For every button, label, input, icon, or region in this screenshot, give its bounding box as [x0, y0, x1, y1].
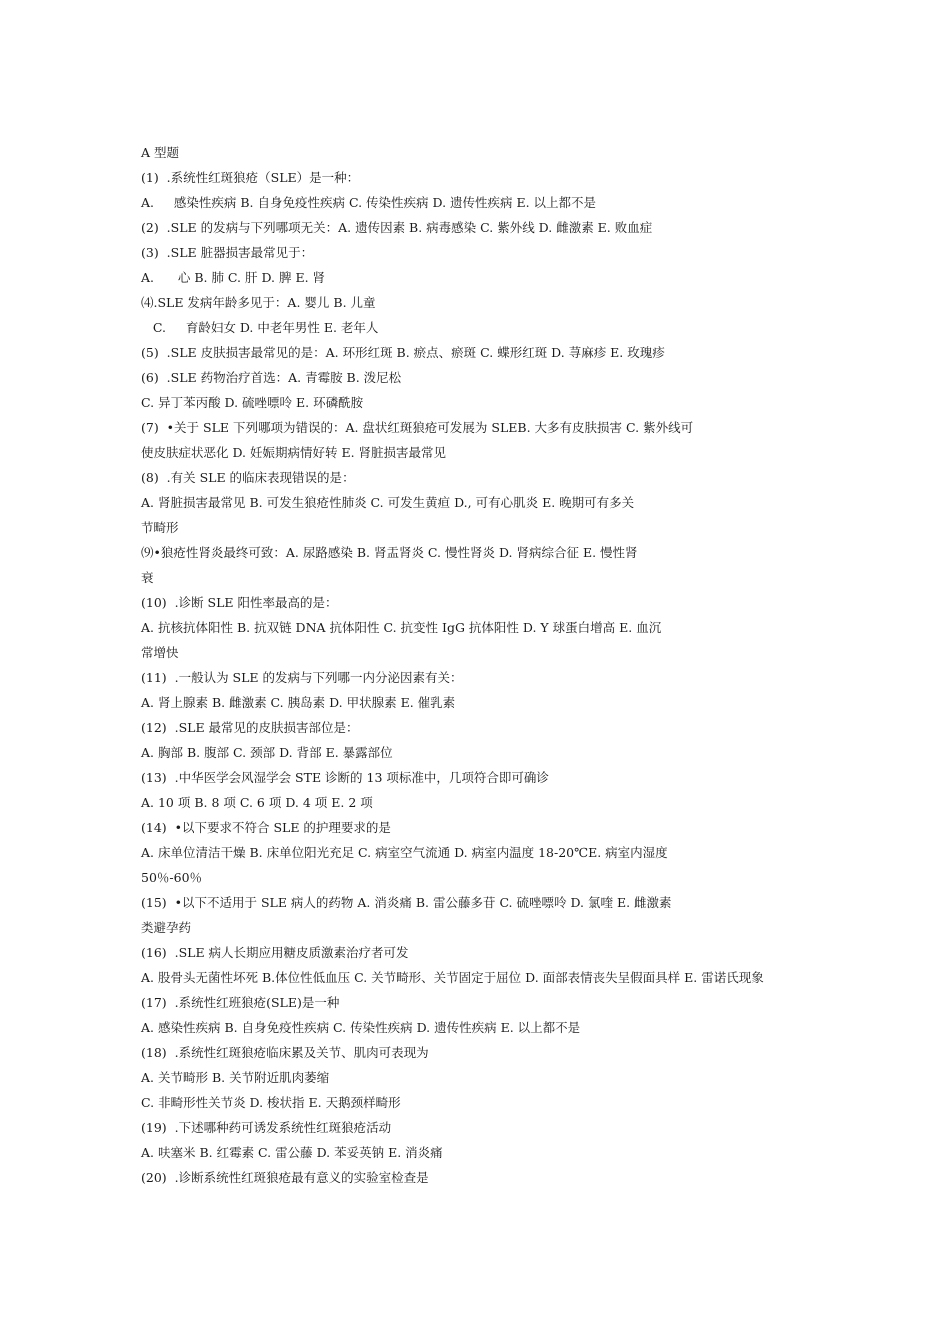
question-10-options: A. 抗核抗体阳性 B. 抗双链 DNA 抗体阳性 C. 抗变性 IgG 抗体阳性 D. Y 球蛋白增高 E. 血沉 — [141, 620, 662, 635]
question-18-options: A. 关节畸形 B. 关节附近肌肉萎缩 — [141, 1070, 330, 1085]
question-12: (12) .SLE 最常见的皮肤损害部位是： — [141, 720, 359, 735]
question-15-cont: 类避孕药 — [141, 920, 192, 935]
question-14-options: A. 床单位清洁干燥 B. 床单位阳光充足 C. 病室空气流通 D. 病室内温度 18-20℃E. 病室内湿度 — [141, 845, 668, 860]
question-5: (5) .SLE 皮肤损害最常见的是：A. 环形红斑 B. 瘀点、瘀斑 C. 蝶形红斑 D. 荨麻疹 E. 玫瑰疹 — [141, 345, 665, 360]
question-8-cont: 节畸形 — [141, 520, 179, 535]
question-12-options: A. 胸部 B. 腹部 C. 颈部 D. 背部 E. 暴露部位 — [141, 745, 393, 760]
question-3-options: A. 心 B. 肺 C. 肝 D. 脾 E. 肾 — [141, 270, 326, 285]
question-8-options: A. 肾脏损害最常见 B. 可发生狼疮性肺炎 C. 可发生黄疸 D., 可有心肌炎 E. 晚期可有多关 — [141, 495, 635, 510]
question-4: ⑷.SLE 发病年龄多见于：A. 婴儿 B. 儿童 — [141, 295, 376, 310]
question-7-cont: 使皮肤症状恶化 D. 妊娠期病情好转 E. 肾脏损害最常见 — [141, 445, 447, 460]
question-6-options: C. 异丁苯丙酸 D. 硫唑嘌呤 E. 环磷酰胺 — [141, 395, 364, 410]
question-2: (2) .SLE 的发病与下列哪项无关：A. 遗传因素 B. 病毒感染 C. 紫外线 D. 雌激素 E. 败血症 — [141, 220, 653, 235]
question-19-options: A. 呋塞米 B. 红霉素 C. 雷公藤 D. 苯妥英钠 E. 消炎痛 — [141, 1145, 443, 1160]
question-14: (14) •以下要求不符合 SLE 的护理要求的是 — [141, 820, 391, 835]
question-16: (16) .SLE 病人长期应用糖皮质激素治疗者可发 — [141, 945, 409, 960]
question-4-options: C. 育龄妇女 D. 中老年男性 E. 老年人 — [141, 320, 379, 335]
question-19: (19) .下述哪种药可诱发系统性红斑狼疮活动 — [141, 1120, 392, 1135]
question-20: (20) .诊断系统性红斑狼疮最有意义的实验室检查是 — [141, 1170, 429, 1185]
section-heading: A 型题 — [141, 145, 180, 160]
question-11: (11) .一般认为 SLE 的发病与下列哪一内分泌因素有关： — [141, 670, 463, 685]
question-7: (7) •关于 SLE 下列哪项为错误的：A. 盘状红斑狼疮可发展为 SLEB. 大多有皮肤损害 C. 紫外线可 — [141, 420, 694, 435]
question-17-options: A. 感染性疾病 B. 自身免疫性疾病 C. 传染性疾病 D. 遗传性疾病 E. 以上都不是 — [141, 1020, 581, 1035]
question-16-options: A. 股骨头无菌性坏死 B.体位性低血压 C. 关节畸形、关节固定于屈位 D. 面部表情丧失呈假面具样 E. 雷诺氏现象 — [141, 970, 764, 985]
question-15: (15) •以下不适用于 SLE 病人的药物 A. 消炎痛 B. 雷公藤多苷 C. 硫唑嘌呤 D. 氯喹 E. 雌激素 — [141, 895, 672, 910]
question-10-cont: 常增快 — [141, 645, 179, 660]
question-18: (18) .系统性红斑狼疮临床累及关节、肌肉可表现为 — [141, 1045, 429, 1060]
question-14-cont: 50％-60％ — [141, 870, 203, 885]
question-17: (17) .系统性红班狼疮(SLE)是一种 — [141, 995, 340, 1010]
question-11-options: A. 肾上腺素 B. 雌激素 C. 胰岛素 D. 甲状腺素 E. 催乳素 — [141, 695, 456, 710]
question-13: (13) .中华医学会风湿学会 STE 诊断的 13 项标准中，几项符合即可确诊 — [141, 770, 549, 785]
question-9-cont: 衰 — [141, 570, 154, 585]
question-1: (1) .系统性红斑狼疮（SLE）是一种： — [141, 170, 360, 185]
question-1-options: A. 感染性疾病 B. 自身免疫性疾病 C. 传染性疾病 D. 遗传性疾病 E. 以上都不是 — [141, 195, 597, 210]
question-8: (8) .有关 SLE 的临床表现错误的是： — [141, 470, 355, 485]
question-6: (6) .SLE 药物治疗首选：A. 青霉胺 B. 泼尼松 — [141, 370, 402, 385]
question-18-options-cont: C. 非畸形性关节炎 D. 梭状指 E. 天鹅颈样畸形 — [141, 1095, 401, 1110]
question-10: (10) .诊断 SLE 阳性率最高的是： — [141, 595, 338, 610]
question-3: (3) .SLE 脏器损害最常见于： — [141, 245, 314, 260]
question-9: ⑼•狼疮性肾炎最终可致：A. 尿路感染 B. 肾盂肾炎 C. 慢性肾炎 D. 肾病综合征 E. 慢性肾 — [141, 545, 638, 560]
question-13-options: A. 10 项 B. 8 项 C. 6 项 D. 4 项 E. 2 项 — [141, 795, 373, 810]
